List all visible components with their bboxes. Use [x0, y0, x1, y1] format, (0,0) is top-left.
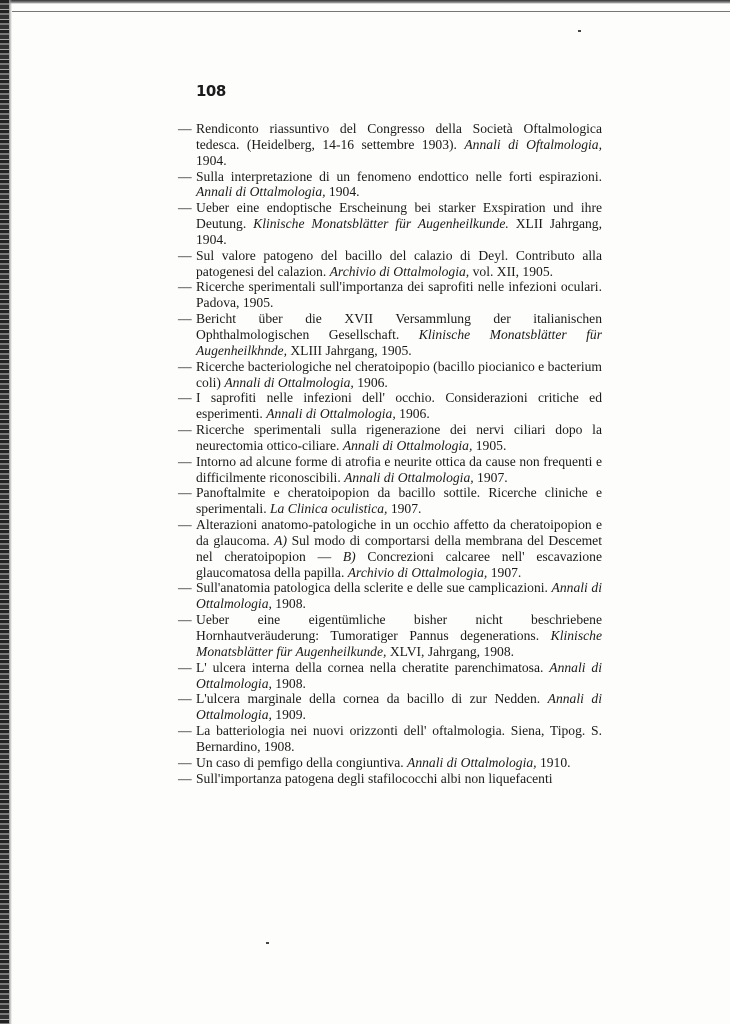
entry-text: Ricerche sperimentali sull'importanza dei saprofiti nelle infezioni oculari. Padova, 1905.: [196, 279, 602, 311]
entry-text: Sull'importanza patogena degli stafilococchi albi non liquefacenti: [196, 770, 553, 786]
bibliography-entry: [178, 660, 602, 692]
entry-dash: —: [178, 311, 192, 327]
entry-journal-italic: Klinische Monatsblätter für Augenheilkhnde,: [196, 326, 602, 358]
entry-text: L'ulcera marginale della cornea da bacillo di zur Nedden.: [196, 691, 548, 707]
entry-text: Panoftalmite e cheratoipopion da bacillo sottile. Ricerche cliniche e sperimentali.: [196, 485, 602, 517]
entry-journal-italic: Annali di Ottalmologia,: [196, 580, 602, 612]
bibliography-list: [178, 121, 602, 786]
entry-text: 1904.: [325, 184, 360, 200]
bibliography-entry: [178, 517, 602, 580]
entry-text: 1904.: [196, 152, 227, 168]
entry-journal-italic: Archivio di Ottalmologia,: [347, 564, 488, 580]
entry-text: 1906.: [395, 406, 430, 422]
entry-journal-italic: La Clinica oculistica,: [270, 501, 388, 517]
entry-text: Sulla interpretazione di un fenomeno endottico nelle forti espirazioni.: [196, 168, 602, 184]
bibliography-entry: [178, 359, 602, 391]
entry-text: 1905.: [472, 437, 507, 453]
bibliography-entry: [178, 422, 602, 454]
entry-journal-italic: Archivio di Ottalmologia,: [329, 263, 470, 279]
bibliography-entry: [178, 121, 602, 169]
bibliography-entry: [178, 454, 602, 486]
bibliography-entry: [178, 612, 602, 660]
entry-journal-italic: B): [342, 548, 356, 564]
entry-text: XLIII Jahrgang, 1905.: [286, 342, 412, 358]
entry-text: 1907.: [387, 501, 422, 517]
entry-text: L' ulcera interna della cornea nella cheratite parenchimatosa.: [196, 659, 550, 675]
entry-text: Sul valore patogeno del bacillo del calazio di Deyl. Contributo alla patogenesi del calazion.: [196, 247, 602, 279]
bibliography-entry: [178, 279, 602, 311]
entry-dash: —: [178, 200, 192, 216]
entry-journal-italic: Annali di Ottalmologia,: [196, 659, 602, 691]
scan-top-edge: [0, 0, 730, 4]
entry-dash: —: [178, 121, 192, 136]
entry-text: Rendiconto riassuntivo del Congresso della Società Oftalmologica tedesca. (Heidelberg, 14-16 settembre 1903).: [196, 121, 602, 152]
entry-dash: —: [178, 517, 192, 533]
bibliography-entry: [178, 691, 602, 723]
entry-text: Ricerche bacteriologiche nel cheratoipopio (bacillo piocianico e bacterium coli): [196, 358, 602, 390]
entry-text: 1908.: [271, 675, 306, 691]
entry-dash: —: [178, 723, 192, 739]
entry-dash: —: [178, 279, 192, 295]
entry-text: 1909.: [271, 707, 306, 723]
entry-text: 1907.: [487, 564, 522, 580]
entry-text: vol. XII, 1905.: [469, 263, 554, 279]
entry-text: Ricerche sperimentali sulla rigenerazione dei nervi ciliari dopo la neurectomia ottico-ciliare.: [196, 422, 602, 453]
bibliography-entry: [178, 755, 602, 771]
entry-dash: —: [178, 422, 192, 438]
entry-journal-italic: Annali di Ottalmologia,: [266, 406, 396, 422]
entry-text: Un caso di pemfigo della congiuntiva.: [196, 754, 408, 770]
bibliography-entry: [178, 311, 602, 359]
entry-journal-italic: Annali di Ottalmologia,: [196, 184, 326, 200]
entry-journal-italic: Annali di Ottalmologia,: [344, 469, 474, 485]
entry-journal-italic: Klinische Monatsblätter für Augenheilkunde,: [196, 628, 602, 659]
entry-dash: —: [178, 754, 192, 770]
entry-text: 1907.: [473, 469, 508, 485]
entry-text: Ueber eine endoptische Erscheinung bei starker Exspiration und ihre Deutung.: [196, 200, 602, 232]
entry-text: I saprofiti nelle infezioni dell' occhio. Considerazioni critiche ed esperimenti.: [196, 390, 602, 422]
bibliography-entry: [178, 248, 602, 280]
entry-text: XLII Jahrgang, 1904.: [196, 216, 602, 247]
scan-top-line: [12, 11, 730, 12]
page-number: 108: [196, 82, 226, 100]
entry-dash: —: [178, 358, 192, 374]
entry-text: Intorno ad alcune forme di atrofia e neurite ottica da cause non frequenti e difficilmente riconoscibili.: [196, 453, 602, 485]
bibliography-entry: [178, 200, 602, 248]
entry-journal-italic: Annali di Ottalmologia,: [224, 374, 354, 390]
entry-dash: —: [178, 612, 192, 628]
bibliography-entry: [178, 771, 602, 787]
bibliography-entry: [178, 390, 602, 422]
entry-dash: —: [178, 247, 192, 263]
entry-text: 1910.: [536, 754, 571, 770]
scan-speck: [578, 30, 581, 32]
entry-dash: —: [178, 580, 192, 596]
entry-text: Ueber eine eigentümliche bisher nicht beschriebene Hornhautveräuderung: Tumoratiger Pannus degenerations.: [196, 612, 602, 643]
entry-text: Bericht über die XVII Versammlung der italianischen Ophthalmologischen Gesellschaft.: [196, 311, 602, 342]
entry-text: XLVI, Jahrgang, 1908.: [386, 643, 515, 659]
entry-text: Alterazioni anatomo-patologiche in un occhio affetto da cheratoipopion e da glaucoma.: [196, 517, 602, 548]
entry-journal-italic: A): [274, 532, 288, 548]
entry-dash: —: [178, 659, 192, 675]
entry-journal-italic: Annali di Ottalmologia,: [407, 754, 537, 770]
entry-dash: —: [178, 485, 192, 501]
entry-text: La batteriologia nei nuovi orizzonti dell' oftalmologia. Siena, Tipog. S. Bernardino, 1908.: [196, 723, 602, 754]
entry-journal-italic: Annali di Ottalmologia,: [342, 437, 473, 453]
entry-journal-italic: Annali di Oftalmologia,: [464, 136, 602, 152]
entry-journal-italic: Klinische Monatsblätter für Augenheilkunde.: [253, 216, 509, 232]
entry-dash: —: [178, 691, 192, 707]
bibliography-entry: [178, 169, 602, 201]
scan-speck: [266, 942, 269, 944]
entry-text: Sul modo di comportarsi della membrana del Descemet nel cheratoipopion —: [196, 532, 602, 564]
bibliography-entry: [178, 580, 602, 612]
entry-text: Concrezioni calcaree nell' escavazione glaucomatosa della papilla.: [196, 548, 602, 580]
bibliography-entry: [178, 723, 602, 755]
entry-text: Sull'anatomia patologica della sclerite e delle sue camplicazioni.: [196, 580, 552, 596]
entry-text: 1908.: [271, 596, 306, 612]
entry-dash: —: [178, 453, 192, 469]
scan-binding-edge: [0, 0, 9, 1024]
entry-dash: —: [178, 770, 192, 786]
scan-binding-shadow: [9, 0, 12, 1024]
entry-journal-italic: Annali di Ottalmologia,: [196, 691, 602, 723]
entry-dash: —: [178, 168, 192, 184]
entry-text: 1906.: [353, 374, 388, 390]
bibliography-entry: [178, 485, 602, 517]
entry-dash: —: [178, 390, 192, 406]
